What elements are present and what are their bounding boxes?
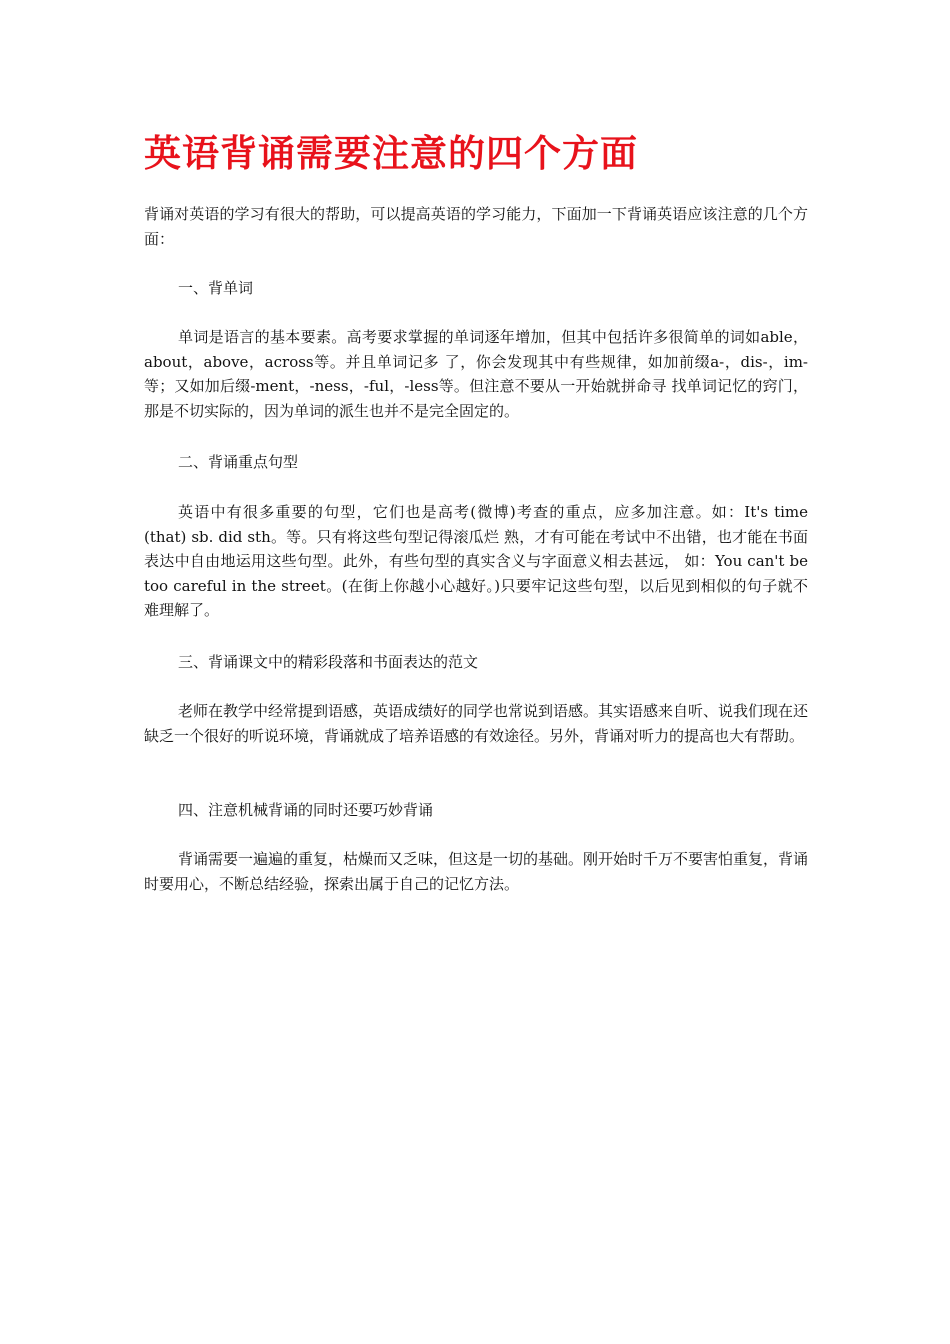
section-3-body: 老师在教学中经常提到语感，英语成绩好的同学也常说到语感。其实语感来自听、说我们现在还缺乏一个很好的听说环境，背诵就成了培养语感的有效途径。另外，背诵对听力的提高也大有帮助。 xyxy=(144,702,809,745)
section-2-heading: 二、背诵重点句型 xyxy=(178,453,299,471)
section-3-heading: 三、背诵课文中的精彩段落和书面表达的范文 xyxy=(178,653,479,671)
document-title: 英语背诵需要注意的四个方面 xyxy=(144,131,638,175)
section-2-body: 英语中有很多重要的句型，它们也是高考(微博)考查的重点，应多加注意。如：It's time (that) sb. did sth。等。只有将这些句型记得滚瓜烂 熟，才有可能在考试中不出错，也才能在书面表达中自由地运用这些句型。此外，有些句型的真实含义与字面意义相去甚远， 如：You can't be too careful in the street。(在街上你越小心越好。)只要牢记这些句型，以后见到相似的句子就不难理解了。 xyxy=(144,503,808,619)
section-1-heading: 一、背单词 xyxy=(178,279,254,297)
section-4-heading: 四、注意机械背诵的同时还要巧妙背诵 xyxy=(178,801,434,819)
section-1-body: 单词是语言的基本要素。高考要求掌握的单词逐年增加，但其中包括许多很简单的词如able，about，above，across等。并且单词记多 了，你会发现其中有些规律，如加前缀a-，dis-，im-等；又如加后缀-ment，-ness，-ful，-less等。但注意不要从一开始就拼命寻 找单词记忆的窍门，那是不切实际的，因为单词的派生也并不是完全固定的。 xyxy=(144,328,808,420)
intro-paragraph: 背诵对英语的学习有很大的帮助，可以提高英语的学习能力，下面加一下背诵英语应该注意的几个方面： xyxy=(144,205,808,248)
section-4-body: 背诵需要一遍遍的重复，枯燥而又乏味，但这是一切的基础。刚开始时千万不要害怕重复，背诵时要用心，不断总结经验，探索出属于自己的记忆方法。 xyxy=(144,850,809,893)
